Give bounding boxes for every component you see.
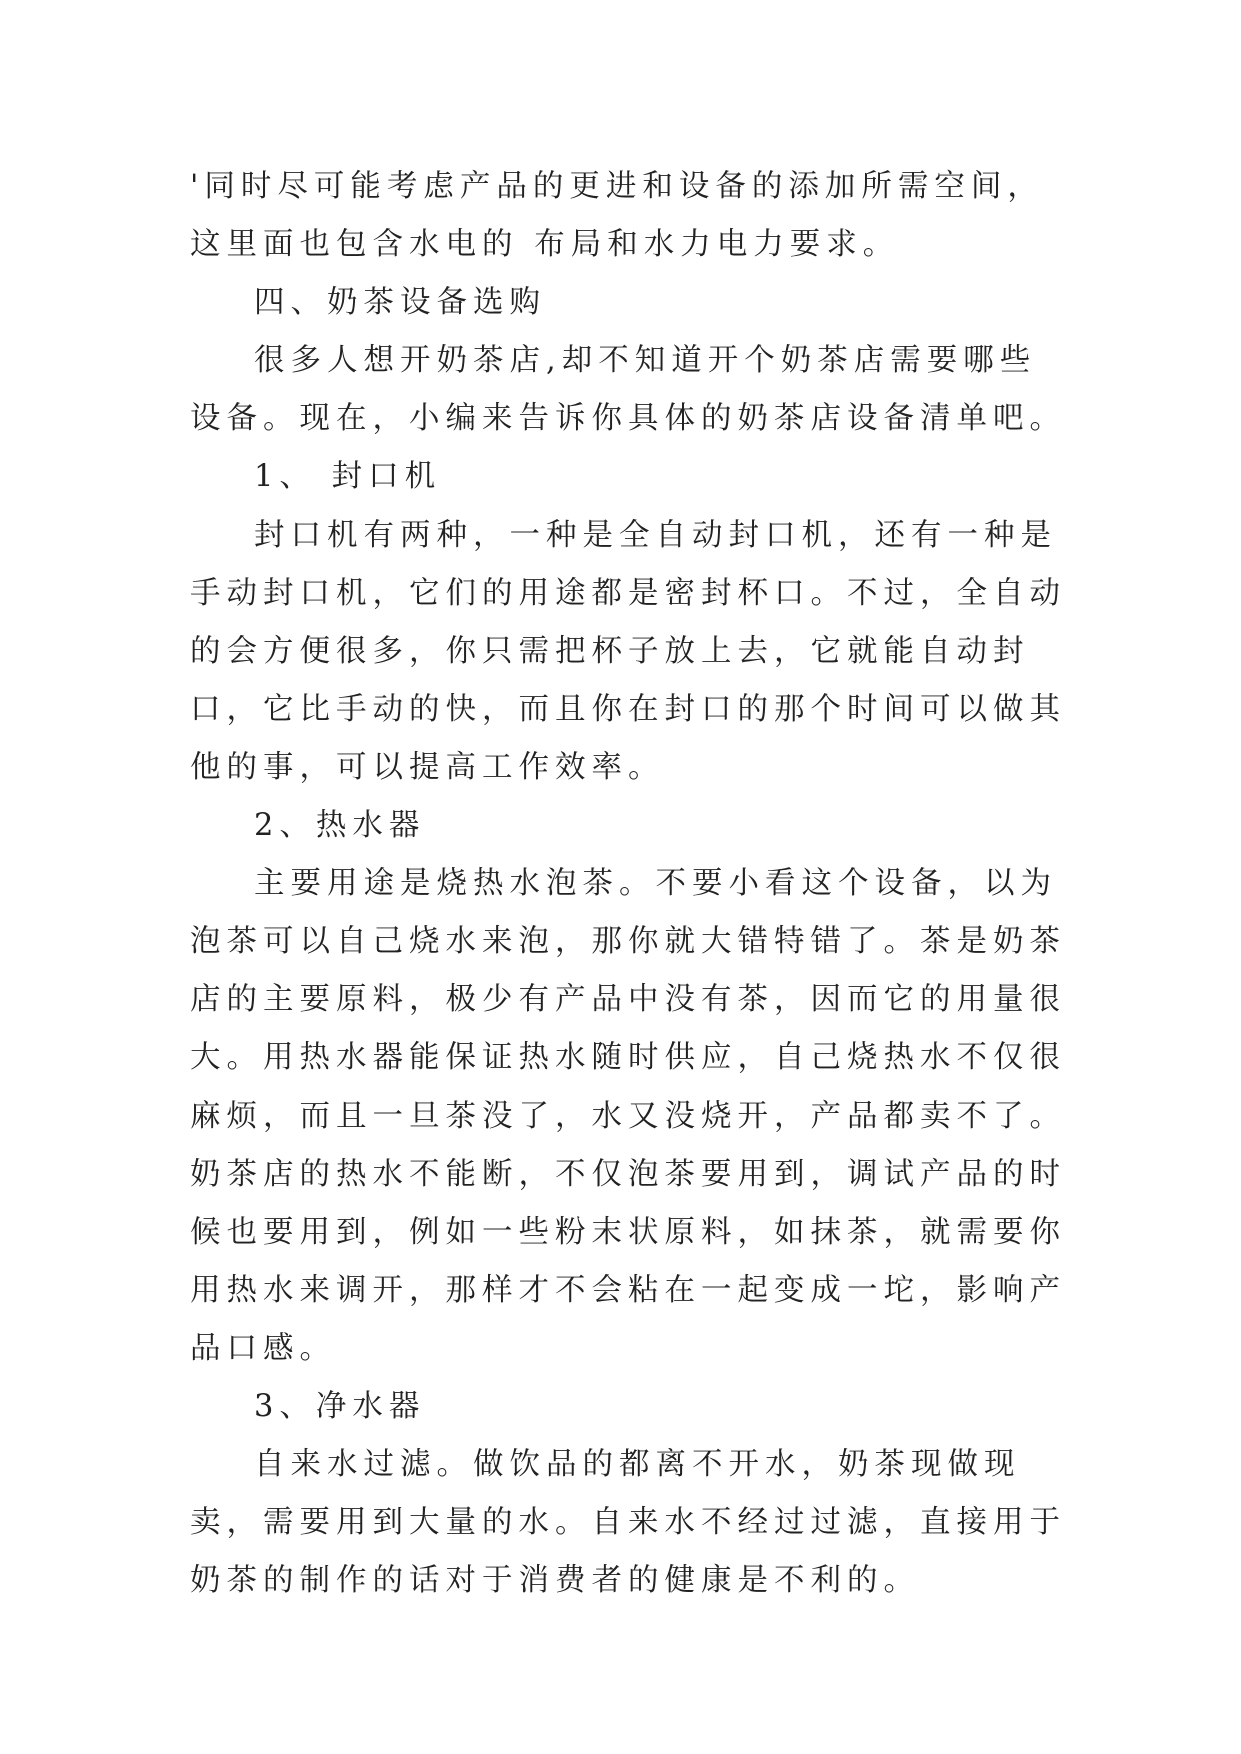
paragraph-sealer: 封口机有两种，一种是全自动封口机，还有一种是手动封口机，它们的用途都是密封杯口。不过，全自动的会方便很多，你只需把杯子放上去，它就能自动封口，它比手动的快，而且你在封口的那个时间可以做其他的事，可以提高工作效率。 (190, 517, 1066, 785)
section-heading: 四、奶茶设备选购 (254, 285, 546, 321)
item-heading-water-purifier: 3、净水器 (254, 1388, 426, 1424)
paragraph-water-heater: 主要用途是烧热水泡茶。不要小看这个设备，以为泡茶可以自己烧水来泡，那你就大错特错了。茶是奶茶店的主要原料，极少有产品中没有茶，因而它的用量很大。用热水器能保证热水随时供应，自己烧热水不仅很麻烦，而且一旦茶没了，水又没烧开，产品都卖不了。奶茶店的热水不能断，不仅泡茶要用到，调试产品的时候也要用到，例如一些粉末状原料，如抹茶，就需要你用热水来调开，那样才不会粘在一起变成一坨，影响产品口感。 (190, 866, 1066, 1366)
item-heading-sealer: 1、 封口机 (254, 459, 442, 495)
paragraph-water-purifier: 自来水过滤。做饮品的都离不开水，奶茶现做现卖，需要用到大量的水。自来水不经过过滤，直接用于奶茶的制作的话对于消费者的健康是不利的。 (190, 1447, 1066, 1599)
item-heading-water-heater: 2、热水器 (254, 808, 426, 844)
document-body (190, 158, 1070, 1610)
paragraph-continuation: '同时尽可能考虑产品的更进和设备的添加所需空间，这里面也包含水电的 布局和水力电力要求。 (190, 169, 1044, 263)
paragraph-intro: 很多人想开奶茶店,却不知道开个奶茶店需要哪些设备。现在，小编来告诉你具体的奶茶店设备清单吧。 (190, 343, 1066, 437)
